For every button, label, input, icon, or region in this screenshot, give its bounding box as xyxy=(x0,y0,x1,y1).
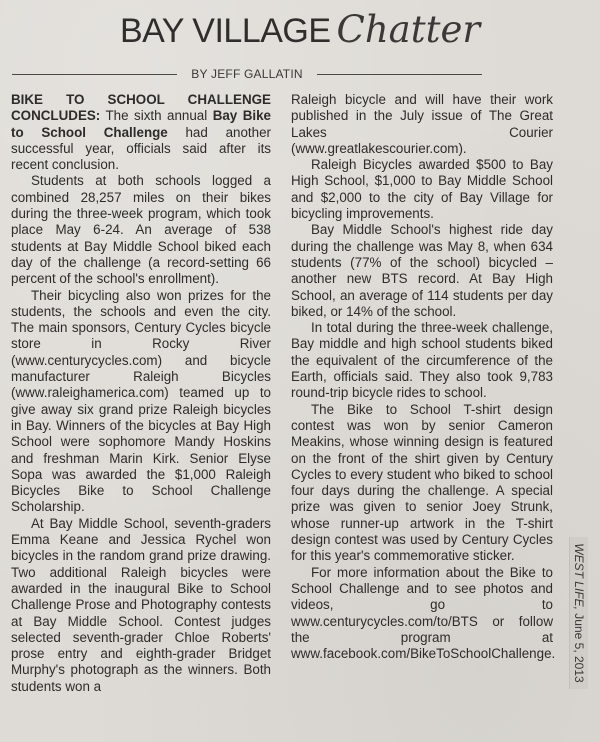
paragraph-continuation: Raleigh bicycle and will have their work published in the July issue of The Great Lakes Courier (www.greatlakescourier.com). xyxy=(291,92,553,156)
paragraph: In total during the three-week challenge, Bay middle and high school students biked the equivalent of the circumference of the Earth, officials said. They also took 9,783 round-trip bicycle rides to school. xyxy=(291,320,553,401)
byline-rule-left xyxy=(12,74,177,75)
masthead-title-script: Chatter xyxy=(336,8,481,51)
paragraph: Their bicycling also won prizes for the students, the schools and even the city. The main sponsors, Century Cycles bicycle store in Rocky River (www.centurycycles.com) and bicycle manufacturer Raleigh Bicycles (www.raleighamerica.com) teamed up to give away six grand prize Raleigh bicycles in Bay. Winners of the bicycles at Bay High School were sophomore Mandy Hoskins and freshman Marin Kirk. Senior Elyse Sopa was awarded the $1,000 Raleigh Bicycles Bike to School Challenge Scholarship. xyxy=(11,287,271,515)
paragraph: At Bay Middle School, seventh-graders Emma Keane and Jessica Rychel won bicycles in the random grand prize drawing. Two additional Raleigh bicycles were awarded in the inaugural Bike to School Challenge Prose and Photography contests at Bay Middle School. Contest judges selected seventh-grader Chloe Roberts' prose entry and eighth-grader Bridget Murphy's photograph as the winners. Both students won a xyxy=(11,515,271,694)
column-masthead xyxy=(0,8,600,51)
masthead-title-plain: BAY VILLAGE xyxy=(119,12,331,50)
byline: BY JEFF GALLATIN xyxy=(191,67,303,81)
article-column-right xyxy=(291,92,556,662)
paragraph: The Bike to School T-shirt design contest was won by senior Cameron Meakins, whose winning design is featured on the front of the shirt given by Century Cycles to every student who biked to school four days during the challenge. A special prize was given to senior Joey Strunk, whose runner-up artwork in the T-shirt design contest was used by Century Cycles for this year's commemorative sticker. xyxy=(291,401,553,564)
byline-row xyxy=(12,64,482,84)
article-headline: BIKE TO SCHOOL CHALLENGE CONCLUDES: xyxy=(11,92,271,124)
paragraph: For more information about the Bike to School Challenge and to see photos and videos, go to www.centurycycles.com/to/BTS or follow the program at www.facebook.com/BikeToSchoolChallenge. xyxy=(291,564,556,662)
paragraph: Bay Middle School's highest ride day during the challenge was May 8, when 634 students (77% of the school) bicycled – another new BTS record. At Bay High School, an average of 114 students per day biked, or 14% of the school. xyxy=(291,222,553,319)
source-label xyxy=(572,543,586,682)
paragraph: Raleigh Bicycles awarded $500 to Bay High School, $1,000 to Bay Middle School and $2,000 to the city of Bay Village for bicycling improvements. xyxy=(291,157,553,222)
article-column-left xyxy=(11,92,271,695)
paragraph: Students at both schools logged a combined 28,257 miles on their bikes during the three-week program, which took place May 6-24. An average of 538 students at Bay Middle School biked each day of the challenge (a record-setting 66 percent of the school's enrollment). xyxy=(11,173,271,287)
event-name: Bay Bike to School Challenge xyxy=(11,108,271,140)
byline-rule-right xyxy=(317,74,482,75)
publication-date: June 5, 2013 xyxy=(572,609,586,683)
source-label-box xyxy=(569,537,588,689)
publication-name: WEST LIFE, xyxy=(572,543,586,610)
lead-paragraph: BIKE TO SCHOOL CHALLENGE CONCLUDES: The sixth annual Bay Bike to School Challenge had another successful year, officials said after its recent conclusion. xyxy=(11,92,271,173)
